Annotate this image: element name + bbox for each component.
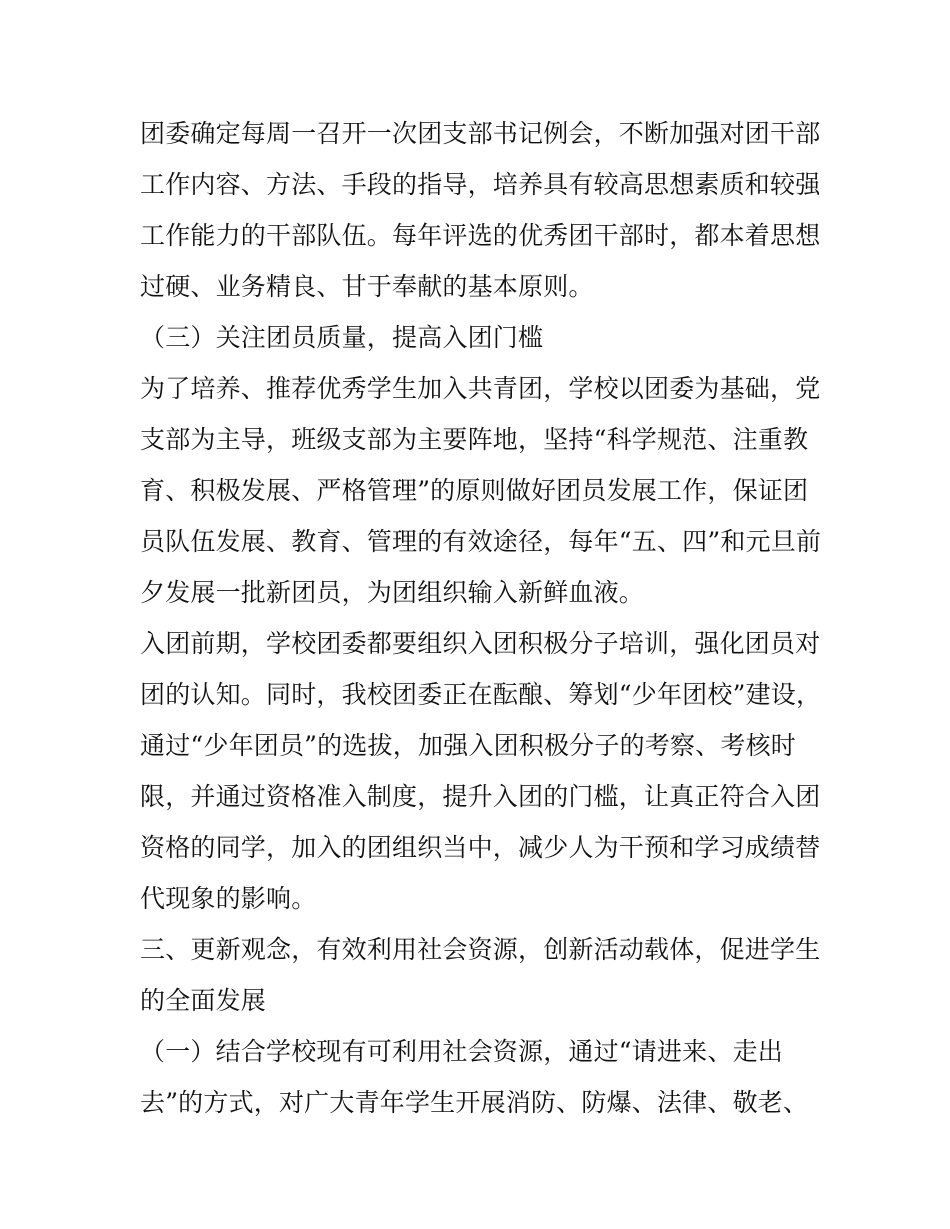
section-heading: （三）关注团员质量，提高入团门槛 xyxy=(140,323,544,352)
text-line: 代现象的影响。 xyxy=(140,884,317,913)
text-line: 工作内容、方法、手段的指导，培养具有较高思想素质和较强 xyxy=(140,170,821,199)
section-heading: 的全面发展 xyxy=(140,986,267,1015)
text-line: 入团前期，学校团委都要组织入团积极分子培训，强化团员对 xyxy=(140,629,821,658)
text-line: 员队伍发展、教育、管理的有效途径，每年“五、四”和元旦前 xyxy=(140,527,822,556)
text-line: 限，并通过资格准入制度，提升入团的门槛，让真正符合入团 xyxy=(140,782,821,811)
document-body xyxy=(140,108,820,1128)
text-line: 夕发展一批新团员，为团组织输入新鲜血液。 xyxy=(140,578,645,607)
text-line: 团委确定每周一召开一次团支部书记例会，不断加强对团干部 xyxy=(140,119,821,148)
text-line: 去”的方式，对广大青年学生开展消防、防爆、法律、敬老、 xyxy=(140,1088,809,1117)
text-line: 过硬、业务精良、甘于奉献的基本原则。 xyxy=(140,272,594,301)
text-line: 团的认知。同时，我校团委正在酝酿、筹划“少年团校”建设， xyxy=(140,680,822,709)
section-heading: 三、更新观念，有效利用社会资源，创新活动载体，促进学生 xyxy=(140,935,821,964)
text-line: 为了培养、推荐优秀学生加入共青团，学校以团委为基础，党 xyxy=(140,374,821,403)
text-line: 通过“少年团员”的选拔，加强入团积极分子的考察、考核时 xyxy=(140,731,796,760)
text-line: 工作能力的干部队伍。每年评选的优秀团干部时，都本着思想 xyxy=(140,221,821,250)
text-line: 支部为主导，班级支部为主要阵地，坚持“科学规范、注重教 xyxy=(140,425,809,454)
text-line: （一）结合学校现有可利用社会资源，通过“请进来、走出 xyxy=(140,1037,783,1066)
text-line: 资格的同学，加入的团组织当中，减少人为干预和学习成绩替 xyxy=(140,833,821,862)
text-line: 育、积极发展、严格管理”的原则做好团员发展工作，保证团 xyxy=(140,476,809,505)
